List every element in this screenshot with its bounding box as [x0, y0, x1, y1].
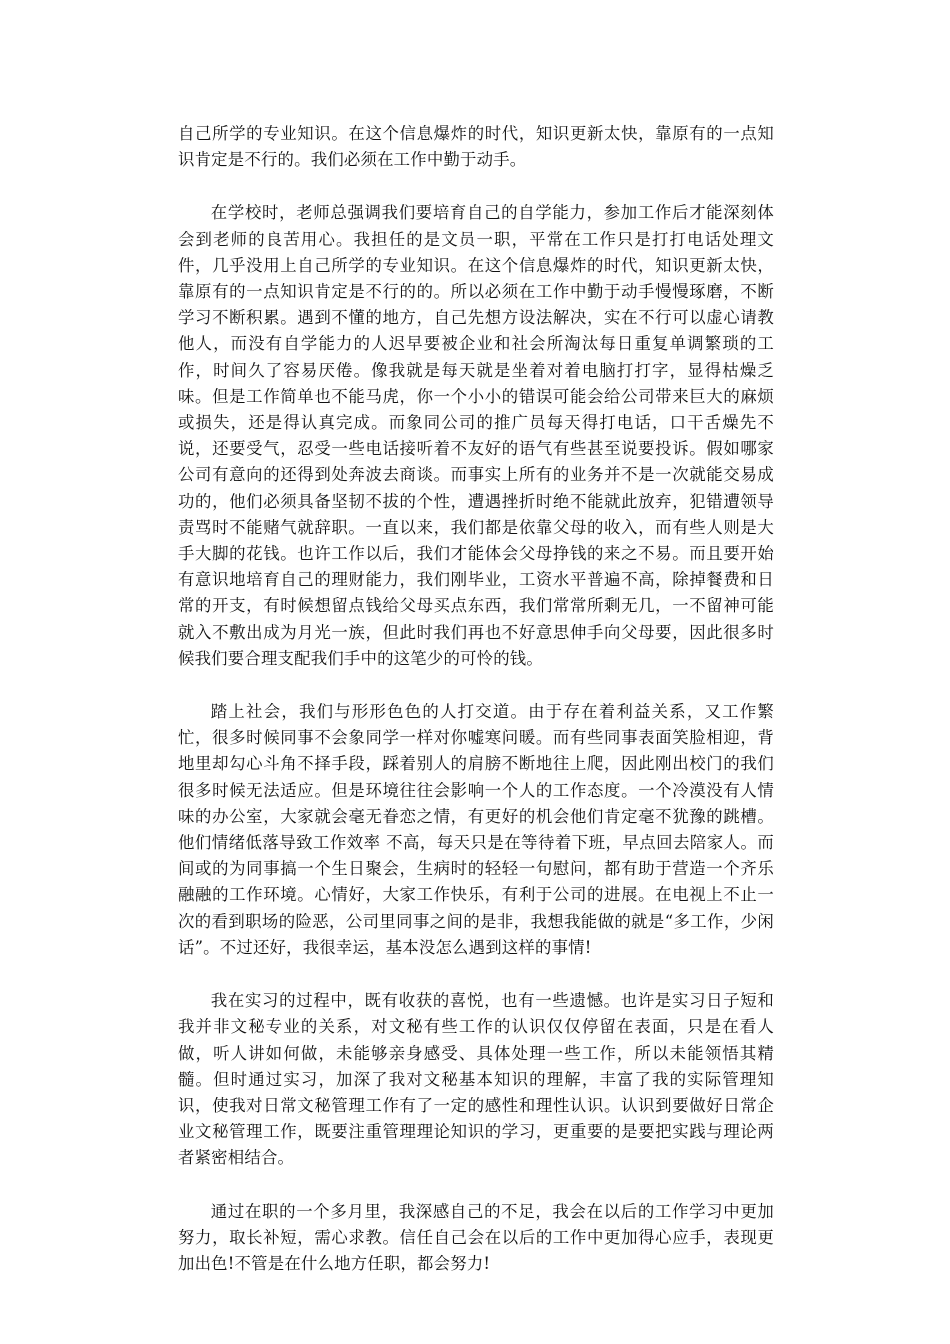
paragraph-4: 我在实习的过程中，既有收获的喜悦，也有一些遗憾。也许是实习日子短和我并非文秘专业的关系，对文秘有些工作的认识仅仅停留在表面，只是在看人做，听人讲如何做，未能够亲身感受、具体处理一些工作，所以未能领悟其精髓。但时通过实习，加深了我对文秘基本知识的理解，丰富了我的实际管理知识，使我对日常文秘管理工作有了一定的感性和理性认识。认识到要做好日常企业文秘管理工作，既要注重管理理论知识的学习，更重要的是要把实践与理论两者紧密相结合。 [178, 991, 774, 1168]
paragraph-gap [178, 173, 774, 200]
paragraph-gap [178, 961, 774, 988]
paragraph-5: 通过在职的一个多月里，我深感自己的不足，我会在以后的工作学习中更加努力，取长补短，需心求教。信任自己会在以后的工作中更加得心应手，表现更加出色!不管是在什么地方任职，都会努力! [178, 1201, 774, 1273]
paragraph-gap [178, 1172, 774, 1199]
paragraph-3: 踏上社会，我们与形形色色的人打交道。由于存在着利益关系，又工作繁忙，很多时候同事不会象同学一样对你嘘寒问暖。而有些同事表面笑脸相迎，背地里却勾心斗角不择手段，踩着别人的肩膀不断地往上爬，因此刚出校门的我们很多时候无法适应。但是环境往往会影响一个人的工作态度。一个冷漠没有人情味的办公室，大家就会毫无眷恋之情，有更好的机会他们肯定毫不犹豫的跳槽。他们情绪低落导致工作效率 不高，每天只是在等待着下班，早点回去陪家人。而间或的为同事搞一个生日聚会，生病时的轻轻一句慰问，都有助于营造一个齐乐融融的工作环境。心情好，大家工作快乐，有利于公司的进展。在电视上不止一次的看到职场的险恶，公司里同事之间的是非，我想我能做的就是“多工作，少闲话”。不过还好，我很幸运，基本没怎么遇到这样的事情! [178, 702, 774, 957]
paragraph-1: 自己所学的专业知识。在这个信息爆炸的时代，知识更新太快，靠原有的一点知识肯定是不行的。我们必须在工作中勤于动手。 [178, 124, 774, 170]
paragraph-gap [178, 672, 774, 699]
document-body [178, 121, 774, 1277]
paragraph-2: 在学校时，老师总强调我们要培育自己的自学能力，参加工作后才能深刻体会到老师的良苦用心。我担任的是文员一职，平常在工作只是打打电话处理文件，几乎没用上自己所学的专业知识。在这个信息爆炸的时代，知识更新太快，靠原有的一点知识肯定是不行的的。所以必须在工作中勤于动手慢慢琢磨，不断学习不断积累。遇到不懂的地方，自己先想方设法解决，实在不行可以虚心请教他人，而没有自学能力的人迟早要被企业和社会所淘汰每日重复单调繁琐的工作，时间久了容易厌倦。像我就是每天就是坐着对着电脑打打字，显得枯燥乏味。但是工作简单也不能马虎，你一个小小的错误可能会给公司带来巨大的麻烦或损失，还是得认真完成。而象同公司的推广员每天得打电话，口干舌燥先不说，还要受气，忍受一些电话接听着不友好的语气有些甚至说要投诉。假如哪家公司有意向的还得到处奔波去商谈。而事实上所有的业务并不是一次就能交易成功的，他们必须具备坚韧不拔的个性，遭遇挫折时绝不能就此放弃，犯错遭领导责骂时不能赌气就辞职。一直以来，我们都是依靠父母的收入，而有些人则是大手大脚的花钱。也许工作以后，我们才能体会父母挣钱的来之不易。而且要开始有意识地培育自己的理财能力，我们刚毕业，工资水平普遍不高，除掉餐费和日常的开支，有时候想留点钱给父母买点东西，我们常常所剩无几，一不留神可能就入不敷出成为月光一族，但此时我们再也不好意思伸手向父母要，因此很多时候我们要合理支配我们手中的这笔少的可怜的钱。 [178, 203, 774, 668]
